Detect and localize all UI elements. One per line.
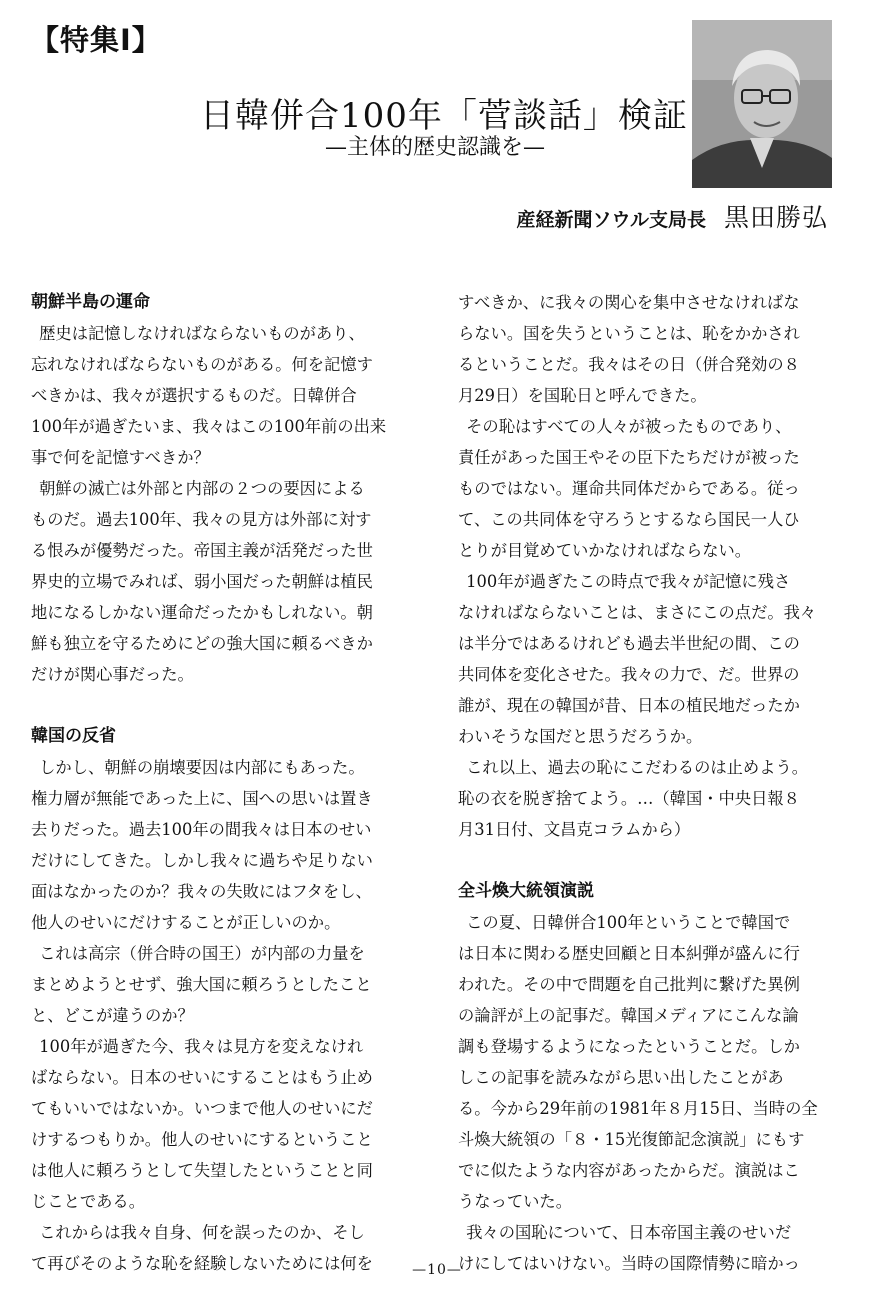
article-subtitle: —主体的歴史認識を— — [324, 135, 545, 160]
text-line: じことである。 — [31, 1192, 145, 1211]
text-line: 月31日付、文昌克コラムから） — [458, 820, 691, 839]
text-line: ばならない。日本のせいにすることはもう止め — [31, 1068, 373, 1087]
page-number: —10— — [412, 1262, 462, 1278]
text-line: 地になるしかない運命だったかもしれない。朝 — [31, 603, 373, 622]
text-line: すべきか、に我々の関心を集中させなければな — [458, 293, 800, 312]
text-line: る恨みが優勢だった。帝国主義が活発だった世 — [31, 541, 373, 560]
byline — [517, 198, 828, 234]
text-line: わいそうな国だと思うだろうか。 — [458, 727, 703, 746]
text-line: ものだ。過去100年、我々の見方は外部に対す — [31, 510, 372, 529]
section-heading: 全斗煥大統領演説 — [458, 881, 594, 901]
text-line: らない。国を失うということは、恥をかかされ — [458, 324, 800, 343]
section-heading: 韓国の反省 — [31, 726, 116, 746]
text-line: る。今から29年前の1981年８月15日、当時の全 — [458, 1099, 818, 1118]
text-line: 責任があった国王やその臣下たちだけが被った — [458, 448, 800, 467]
paragraph — [31, 1031, 409, 1217]
author-portrait-icon — [692, 20, 832, 188]
text-line: 斗煥大統領の「８・15光復節記念演説」にもす — [458, 1130, 805, 1149]
text-line: 朝鮮の滅亡は外部と内部の２つの要因による — [39, 479, 365, 498]
text-line: 他人のせいにだけすることが正しいのか。 — [31, 913, 341, 932]
text-line: ものではない。運命共同体だからである。従っ — [458, 479, 800, 498]
text-line: 100年が過ぎたこの時点で我々が記憶に残さ — [466, 572, 791, 591]
text-line: 去りだった。過去100年の間我々は日本のせい — [31, 820, 372, 839]
text-line: 忘れなければならないものがある。何を記憶す — [31, 355, 373, 374]
text-line: 鮮も独立を守るためにどの強大国に頼るべきか — [31, 634, 373, 653]
article-title: 日韓併合100年「菅談話」検証 — [200, 96, 688, 136]
text-line: しかし、朝鮮の崩壊要因は内部にもあった。 — [39, 758, 365, 777]
text-line: これからは我々自身、何を誤ったのか、そし — [39, 1223, 365, 1242]
text-line: 権力層が無能であった上に、国への思いは置き — [31, 789, 373, 808]
text-line: 歴史は記憶しなければならないものがあり、 — [39, 324, 365, 343]
paragraph — [31, 752, 409, 938]
text-line: まとめようとせず、強大国に頼ろうとしたこと — [31, 975, 372, 994]
author-affiliation: 産経新聞ソウル支局長 — [516, 209, 706, 231]
paragraph — [31, 473, 409, 690]
text-line: うなっていた。 — [458, 1192, 572, 1211]
text-line: は日本に関わる歴史回顧と日本糾弾が盛んに行 — [458, 944, 800, 963]
text-line: べきかは、我々が選択するものだ。日韓併合 — [31, 386, 357, 405]
paragraph — [458, 752, 836, 845]
author-name: 黒田勝弘 — [723, 203, 828, 232]
text-line: 界史的立場でみれば、弱小国だった朝鮮は植民 — [31, 572, 373, 591]
text-line: 誰が、現在の韓国が昔、日本の植民地だったか — [458, 696, 800, 715]
paragraph — [458, 411, 836, 566]
text-line: とりが目覚めていかなければならない。 — [458, 541, 752, 560]
paragraph — [458, 287, 836, 411]
text-line: 共同体を変化させた。我々の力で、だ。世界の — [458, 665, 800, 684]
paragraph — [458, 566, 836, 752]
text-line: 我々の国恥について、日本帝国主義のせいだ — [466, 1223, 792, 1242]
text-line: は他人に頼ろうとして失望したということと同 — [31, 1161, 373, 1180]
section-gap — [458, 845, 836, 876]
text-line: の論評が上の記事だ。韓国メディアにこんな論 — [458, 1006, 799, 1025]
section-gap — [31, 690, 409, 721]
paragraph — [31, 938, 409, 1031]
paragraph — [31, 318, 409, 473]
text-line: だけが関心事だった。 — [31, 665, 194, 684]
author-portrait-photo — [692, 20, 832, 188]
text-line: 100年が過ぎた今、我々は見方を変えなけれ — [39, 1037, 364, 1056]
text-line: 100年が過ぎたいま、我々はこの100年前の出来 — [31, 417, 387, 436]
text-line: この夏、日韓併合100年ということで韓国で — [466, 913, 791, 932]
text-line: て再びそのような恥を経験しないためには何を — [31, 1254, 373, 1273]
section-heading: 朝鮮半島の運命 — [31, 292, 150, 312]
text-line: 事で何を記憶すべきか？ — [31, 448, 210, 467]
text-line: けするつもりか。他人のせいにするということ — [31, 1130, 373, 1149]
text-line: なければならないことは、まさにこの点だ。我々 — [458, 603, 817, 622]
text-line: は半分ではあるけれども過去半世紀の間、この — [458, 634, 800, 653]
text-line: て、この共同体を守ろうとするなら国民一人ひ — [458, 510, 800, 529]
text-line: しこの記事を読みながら思い出したことがあ — [458, 1068, 784, 1087]
right-column — [458, 287, 836, 1279]
text-line: 調も登場するようになったということだ。しか — [458, 1037, 800, 1056]
feature-tag: 【特集Ⅰ】 — [30, 23, 162, 57]
text-line: 面はなかったのか？我々の失敗にはフタをし、 — [31, 882, 372, 901]
text-line: てもいいではないか。いつまで他人のせいにだ — [31, 1099, 373, 1118]
paragraph — [458, 907, 836, 1217]
text-line: だけにしてきた。しかし我々に過ちや足りない — [31, 851, 373, 870]
text-line: けにしてはいけない。当時の国際情勢に暗かっ — [458, 1254, 800, 1273]
text-line: るということだ。我々はその日（併合発効の８ — [458, 355, 800, 374]
text-line: われた。その中で問題を自己批判に繋げた異例 — [458, 975, 800, 994]
text-line: これは高宗（併合時の国王）が内部の力量を — [39, 944, 365, 963]
text-line: 月29日）を国恥日と呼んできた。 — [458, 386, 707, 405]
text-line: でに似たような内容があったからだ。演説はこ — [458, 1161, 800, 1180]
left-column — [31, 287, 409, 1279]
text-line: これ以上、過去の恥にこだわるのは止めよう。 — [466, 758, 809, 777]
text-line: その恥はすべての人々が被ったものであり、 — [466, 417, 792, 436]
text-line: 恥の衣を脱ぎ捨てよう。…（韓国・中央日報８ — [458, 789, 800, 808]
text-line: と、どこが違うのか？ — [31, 1006, 194, 1025]
